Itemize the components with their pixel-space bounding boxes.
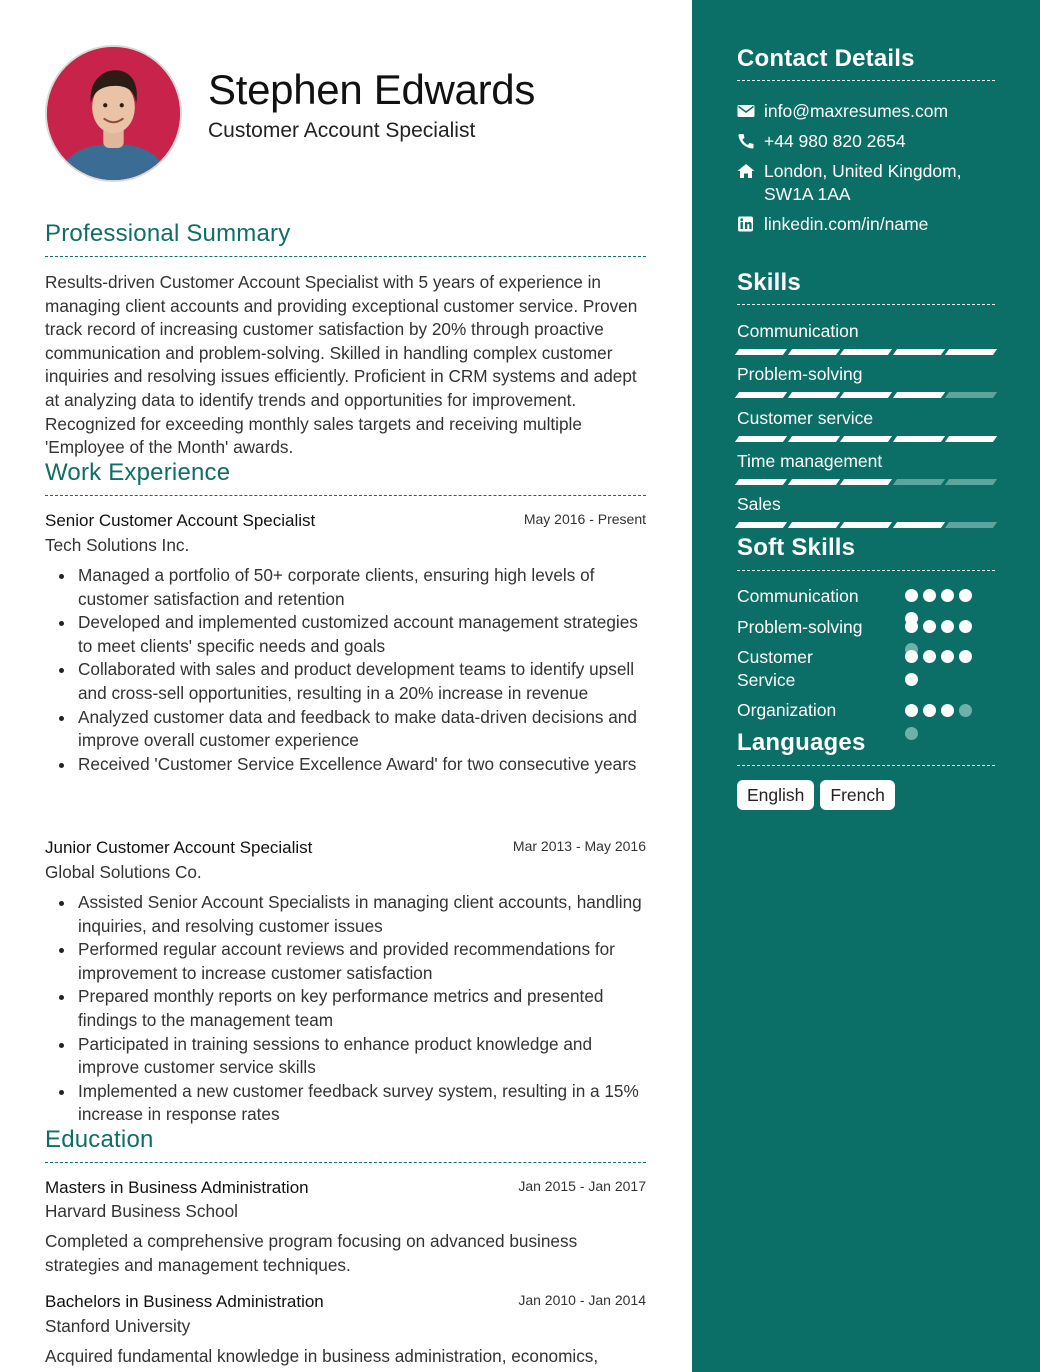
skill-bar-segment [735, 522, 787, 528]
rating-dot [923, 650, 936, 663]
skill-1-bar [737, 348, 995, 356]
rating-dot [941, 650, 954, 663]
summary-heading: Professional Summary [45, 220, 291, 247]
skill-4-bar [737, 478, 995, 486]
rating-dot [941, 704, 954, 717]
skills-divider [737, 304, 995, 305]
skill-3-label: Customer service [737, 408, 874, 428]
soft-skill-3-dots [905, 650, 985, 696]
education-2-school: Stanford University [45, 1316, 191, 1336]
rating-dot [923, 704, 936, 717]
phone-icon [737, 133, 755, 149]
skill-bar-segment [893, 436, 945, 442]
rating-dot [905, 589, 918, 602]
list-item: Analyzed customer data and feedback to make data-driven decisions and improve overall customer experience [78, 706, 646, 753]
skill-5-label: Sales [737, 494, 781, 514]
rating-dot [905, 650, 918, 663]
skill-bar-segment [840, 522, 892, 528]
rating-dot [959, 650, 972, 663]
skills-heading: Skills [737, 269, 801, 296]
candidate-name: Stephen Edwards [208, 66, 536, 113]
rating-dot [905, 704, 918, 717]
contact-address [737, 160, 997, 206]
education-1-header [45, 1178, 646, 1198]
education-1-degree: Masters in Business Administration [45, 1178, 309, 1197]
rating-dot [959, 704, 972, 717]
soft-skill-3-label: Customer Service [737, 647, 813, 690]
rating-dot [905, 620, 918, 633]
contact-linkedin[interactable] [737, 213, 997, 236]
soft-skill-1-label: Communication [737, 586, 859, 606]
profile-photo [45, 45, 182, 182]
job-1-dates: May 2016 - Present [523, 511, 646, 527]
experience-divider [45, 495, 646, 496]
skill-4-label: Time management [737, 451, 883, 471]
soft-skills-heading: Soft Skills [737, 534, 856, 561]
skill-5-bar [737, 521, 995, 529]
languages-divider [737, 765, 995, 766]
rating-dot [959, 589, 972, 602]
skill-bar-segment [893, 479, 945, 485]
education-1-dates: Jan 2015 - Jan 2017 [518, 1178, 646, 1194]
rating-dot [905, 727, 918, 740]
soft-skill-2-label: Problem-solving [737, 617, 863, 637]
sidebar [692, 0, 1040, 1372]
rating-dot [923, 620, 936, 633]
skill-bar-segment [945, 392, 997, 398]
rating-dot [941, 589, 954, 602]
contact-heading: Contact Details [737, 45, 915, 72]
skill-bar-segment [840, 479, 892, 485]
skill-bar-segment [735, 436, 787, 442]
list-item: Prepared monthly reports on key performance metrics and presented findings to the management team [78, 985, 646, 1032]
contact-email[interactable] [737, 100, 997, 123]
linkedin-icon [737, 216, 755, 232]
soft-skill-4-dots [905, 704, 985, 750]
job-2-dates: Mar 2013 - May 2016 [512, 838, 646, 854]
skill-bar-segment [945, 479, 997, 485]
skill-bar-segment [735, 392, 787, 398]
skill-bar-segment [945, 522, 997, 528]
job-2-company: Global Solutions Co. [45, 862, 202, 882]
education-2-header [45, 1292, 646, 1312]
education-2-degree: Bachelors in Business Administration [45, 1292, 324, 1311]
skill-bar-segment [840, 349, 892, 355]
skill-bar-segment [945, 436, 997, 442]
skill-bar-segment [893, 522, 945, 528]
education-divider [45, 1162, 646, 1163]
skill-bar-segment [735, 349, 787, 355]
contact-address-text: London, United Kingdom, SW1A 1AA [764, 161, 962, 204]
education-2-description: Acquired fundamental knowledge in business administration, economics, [45, 1346, 599, 1366]
skill-bar-segment [893, 349, 945, 355]
language-chip: French [820, 780, 894, 810]
contact-phone-text: +44 980 820 2654 [764, 131, 906, 151]
languages-heading: Languages [737, 729, 866, 756]
contact-linkedin-text: linkedin.com/in/name [764, 214, 929, 234]
skill-1-label: Communication [737, 321, 859, 341]
skill-3-bar [737, 435, 995, 443]
skill-bar-segment [840, 392, 892, 398]
job-2-role: Junior Customer Account Specialist [45, 838, 313, 857]
list-item: Received 'Customer Service Excellence Award' for two consecutive years [78, 753, 646, 777]
rating-dot [923, 589, 936, 602]
job-1-role: Senior Customer Account Specialist [45, 511, 316, 530]
list-item: Performed regular account reviews and provided recommendations for improvement to increase customer satisfaction [78, 938, 646, 985]
rating-dot [941, 620, 954, 633]
skill-bar-segment [787, 392, 839, 398]
language-chip: English [737, 780, 814, 810]
languages-list [737, 780, 895, 810]
job-2-header [45, 838, 646, 858]
skill-bar-segment [735, 479, 787, 485]
list-item: Assisted Senior Account Specialists in managing client accounts, handling inquiries, and resolving customer issues [78, 891, 646, 938]
education-2-dates: Jan 2010 - Jan 2014 [518, 1292, 646, 1308]
list-item: Collaborated with sales and product development teams to identify upsell and cross-sell opportunities, resulting in a 20% increase in revenue [78, 658, 646, 705]
skill-bar-segment [787, 349, 839, 355]
skill-bar-segment [945, 349, 997, 355]
job-1-company: Tech Solutions Inc. [45, 535, 190, 555]
rating-dot [959, 620, 972, 633]
summary-text: Results-driven Customer Account Specialist with 5 years of experience in managing client accounts and providing exceptional customer service. Proven track record of increasing customer satisfaction by 20% through proactive communication and problem-solving. Skilled in handling complex customer inquiries and resolving issues efficiently. Proficient in CRM systems and adept at analyzing data to identify trends and opportunities for improvement. Recognized for exceeding monthly sales targets and receiving multiple 'Employee of the Month' awards. [45, 272, 638, 458]
soft-skills-divider [737, 570, 995, 571]
home-icon [737, 163, 755, 179]
skill-2-bar [737, 391, 995, 399]
rating-dot [905, 673, 918, 686]
skill-bar-segment [787, 479, 839, 485]
summary-divider [45, 256, 646, 257]
list-item: Developed and implemented customized account management strategies to meet clients' specific needs and goals [78, 611, 646, 658]
job-1-header [45, 511, 646, 531]
skill-2-label: Problem-solving [737, 364, 863, 384]
list-item: Implemented a new customer feedback survey system, resulting in a 15% increase in response rates [78, 1080, 646, 1127]
list-item: Managed a portfolio of 50+ corporate clients, ensuring high levels of customer satisfaction and retention [78, 564, 646, 611]
skill-bar-segment [893, 392, 945, 398]
skill-bar-segment [787, 436, 839, 442]
list-item: Participated in training sessions to enhance product knowledge and improve customer service skills [78, 1033, 646, 1080]
contact-phone[interactable] [737, 130, 997, 153]
skill-bar-segment [840, 436, 892, 442]
experience-heading: Work Experience [45, 459, 231, 486]
education-1-description: Completed a comprehensive program focusing on advanced business strategies and management techniques. [45, 1231, 578, 1275]
job-2-bullets [78, 891, 646, 1127]
candidate-title: Customer Account Specialist [208, 119, 476, 142]
education-heading: Education [45, 1126, 154, 1153]
envelope-icon [737, 103, 755, 119]
soft-skill-4-label: Organization [737, 700, 837, 720]
skill-bar-segment [787, 522, 839, 528]
contact-divider [737, 80, 995, 81]
avatar [47, 47, 180, 180]
job-1-bullets [78, 564, 646, 776]
education-1-school: Harvard Business School [45, 1201, 238, 1221]
contact-email-text: info@maxresumes.com [764, 101, 949, 121]
